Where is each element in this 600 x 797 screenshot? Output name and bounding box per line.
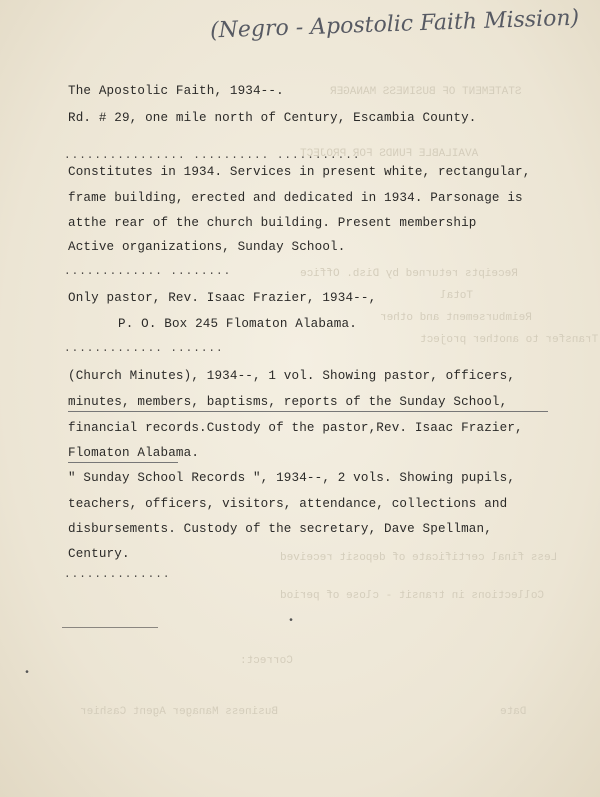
records-line: financial records.Custody of the pastor,Rev. Isaac Frazier, xyxy=(68,421,523,435)
bleed-through-text: Date xyxy=(500,706,527,718)
location-line: Rd. # 29, one mile north of Century, Escambia County. xyxy=(68,111,477,125)
stray-mark: • xyxy=(288,616,295,627)
bleed-through-text: Collections in transit - close of period xyxy=(280,590,545,602)
separator-dots: ............. ........ xyxy=(64,266,232,278)
bleed-through-text: Receipts returned by Disb. Office xyxy=(300,268,518,280)
pastor-address: P. O. Box 245 Flomaton Alabama. xyxy=(118,317,357,331)
bleed-through-text: Correct: xyxy=(240,655,293,667)
organizations-line: Active organizations, Sunday School. xyxy=(68,240,346,254)
separator-dots: ................ .......... ........... xyxy=(64,150,361,162)
church-title: The Apostolic Faith, 1934--. xyxy=(68,84,284,98)
history-line: frame building, erected and dedicated in 1934. Parsonage is xyxy=(68,191,523,205)
records-line: minutes, members, baptisms, reports of the Sunday School, xyxy=(68,395,508,409)
separator-dots: ............. ....... xyxy=(64,343,224,355)
bleed-through-text: Transfer to another project xyxy=(420,334,599,346)
underline-rule xyxy=(68,462,178,463)
stray-mark: • xyxy=(24,668,31,679)
records-line: (Church Minutes), 1934--, 1 vol. Showing pastor, officers, xyxy=(68,369,516,383)
bleed-through-text: Reimbursement and other xyxy=(380,312,532,324)
bleed-through-text: Less final certificate of deposit received xyxy=(280,552,558,564)
handwritten-annotation: (Negro - Apostolic Faith Mission) xyxy=(209,5,580,44)
records-line: disbursements. Custody of the secretary, Dave Spellman, xyxy=(68,522,492,536)
records-line: teachers, officers, visitors, attendance, collections and xyxy=(68,497,508,511)
history-line: atthe rear of the church building. Present membership xyxy=(68,216,477,230)
records-line: " Sunday School Records ", 1934--, 2 vols. Showing pupils, xyxy=(68,471,516,485)
bleed-through-text: STATEMENT OF BUSINESS MANAGER xyxy=(330,86,522,98)
bleed-through-text: Total xyxy=(440,290,474,302)
bleed-through-text: AVAILABLE FUNDS FOR PROJECT xyxy=(300,148,479,160)
records-line: Flomaton Alabama. xyxy=(68,446,200,460)
bleed-through-text: Business Manager Agent Cashier xyxy=(80,706,279,718)
bottom-rule xyxy=(62,627,158,628)
separator-dots: .............. xyxy=(64,569,171,581)
pastor-line: Only pastor, Rev. Isaac Frazier, 1934--, xyxy=(68,291,377,305)
history-line: Constitutes in 1934. Services in present white, rectangular, xyxy=(68,165,531,179)
records-line: Century. xyxy=(68,547,130,561)
underline-rule xyxy=(68,411,548,412)
